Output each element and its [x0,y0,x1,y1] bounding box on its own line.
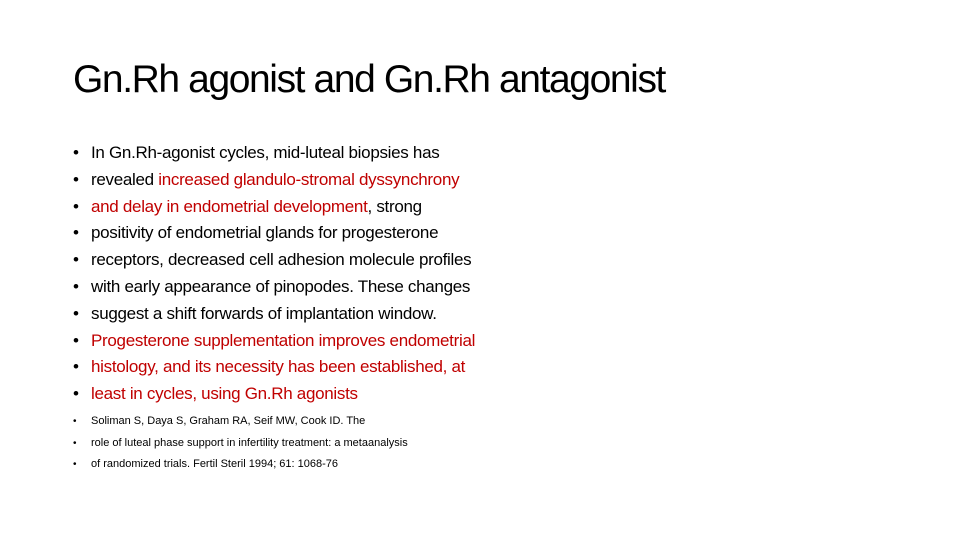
bullet-icon: • [73,384,79,404]
reference-list [73,411,408,476]
reference-line [73,411,408,433]
body-line [73,140,475,167]
emphasis-text: increased glandulo-stromal dyssynchrony [158,169,460,189]
bullet-icon: • [73,169,79,189]
body-line [73,354,475,381]
body-text: receptors, decreased cell adhesion molecule profiles [91,250,472,270]
body-line [73,194,475,221]
reference-line [73,454,408,476]
body-line [73,167,475,194]
bullet-icon: • [73,459,77,470]
body-line [73,301,475,328]
emphasis-text: and delay in endometrial development [91,196,368,216]
body-text: with early appearance of pinopodes. These changes [91,276,471,296]
reference-text: Soliman S, Daya S, Graham RA, Seif MW, Cook ID. The [91,415,366,427]
body-text: , strong [367,196,422,216]
body-line [73,274,475,301]
bullet-icon: • [73,223,79,243]
body-line [73,247,475,274]
reference-text: role of luteal phase support in infertility treatment: a metaanalysis [91,436,408,449]
body-text: revealed [91,169,159,189]
slide-title: Gn.Rh agonist and Gn.Rh antagonist [73,58,665,101]
body-line [73,220,475,247]
bullet-icon: • [73,196,79,216]
emphasis-text: histology, and its necessity has been established, at [91,357,466,377]
body-bullet-list [73,140,475,408]
bullet-icon: • [73,437,77,449]
body-line [73,381,475,408]
bullet-icon: • [73,303,79,323]
bullet-icon: • [73,330,79,350]
body-text: positivity of endometrial glands for progesterone [91,223,439,243]
bullet-icon: • [73,143,79,162]
bullet-icon: • [73,250,79,270]
bullet-icon: • [73,357,79,377]
emphasis-text: least in cycles, using Gn.Rh agonists [91,384,358,404]
bullet-icon: • [73,276,79,296]
body-text: suggest a shift forwards of implantation window. [91,303,437,323]
bullet-icon: • [73,416,77,427]
body-text: In Gn.Rh-agonist cycles, mid-luteal biopsies has [91,143,440,162]
reference-line [73,433,408,455]
body-line [73,328,475,355]
emphasis-text: Progesterone supplementation improves endometrial [91,330,476,350]
reference-text: of randomized trials. Fertil Steril 1994; 61: 1068-76 [91,458,339,470]
